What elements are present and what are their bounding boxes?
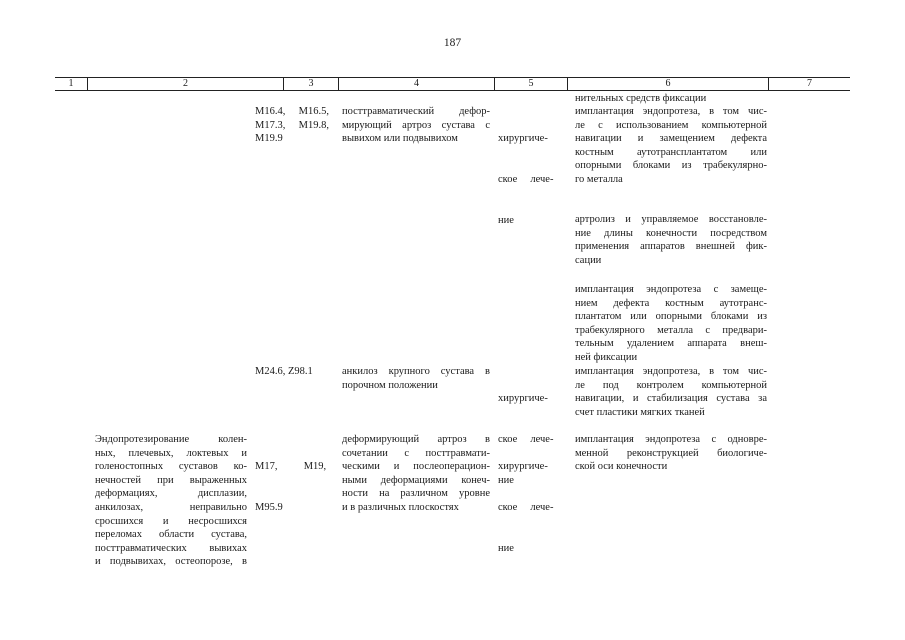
table-cell-diagnosis: посттравматический дефор- мирующий артроз сустава с вывихом или подвывихом xyxy=(342,106,490,145)
table-cell-diagnosis: анкилоз крупного сустава в порочном положении xyxy=(342,366,490,391)
table-header xyxy=(55,77,850,91)
table-cell-group: Эндопротезирование колен- ных, плечевых, локтевых и голеностопных суставов ко- нечностей при выраженных деформациях, дисплазии, анкилозах, неправильно сросшихся и несросшихся переломах области сустава, посттравматических вывихах и подвывихах, остеопорозе, в xyxy=(95,434,247,568)
column-header-7: 7 xyxy=(807,78,812,89)
page-number: 187 xyxy=(443,37,462,49)
table-cell-method: имплантация эндопротеза с замеще- нием дефекта костным аутотранс- плантатом или опорными блоками из трабекулярного металла с предвари- тельным удалением аппарата внеш- ней фиксации xyxy=(575,284,767,363)
table-cell-codes: M16.4, M16.5, M17.3, M19.8, M19.9 xyxy=(255,106,329,145)
column-header-5: 5 xyxy=(528,78,534,89)
table-cell-method: нительных средств фиксации xyxy=(575,93,707,104)
table-cell-treatment: хирургиче- ское лече- ние xyxy=(498,461,554,554)
column-header-2: 2 xyxy=(183,78,188,89)
table-cell-method: имплантация эндопротеза, в том чис- ле с использованием компьютерной навигации и замещением дефекта костным аутотрансплантатом или опорными блоками из трабекулярно- го металла xyxy=(575,106,767,185)
column-header-3: 3 xyxy=(308,78,314,89)
table-cell-codes: M24.6, Z98.1 xyxy=(255,366,313,377)
table-cell-codes: M17, M19, M95.9 xyxy=(255,461,327,513)
table-cell-treatment: хирургиче- ское лече- ние xyxy=(498,393,554,486)
column-header-1: 1 xyxy=(68,78,74,89)
column-header-4: 4 xyxy=(414,78,419,89)
table-cell-diagnosis: деформирующий артроз в сочетании с посттравмати- ческими и послеоперацион- ными деформациями конеч- ности на различном уровне и в различных плоскостях xyxy=(342,434,490,513)
table-cell-method: имплантация эндопротеза, в том чис- ле под контролем компьютерной навигации, и стабилизация сустава за счет пластики мягких тканей xyxy=(575,366,767,418)
table-cell-method: артролиз и управляемое восстановле- ние длины конечности посредством применения аппаратов внешней фик- сации xyxy=(575,214,767,266)
column-header-6: 6 xyxy=(665,78,671,89)
table-cell-treatment: хирургиче- ское лече- ние xyxy=(498,133,554,226)
table-cell-method: имплантация эндопротеза с одновре- менной реконструкцией биологиче- ской оси конечности xyxy=(575,434,767,473)
